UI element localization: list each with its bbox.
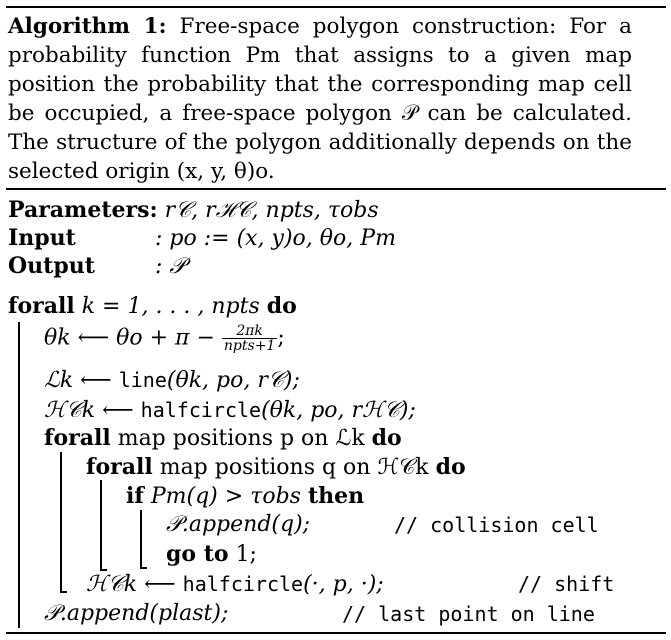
shift-line: [86, 570, 384, 599]
halfcircle-function: halfcircle: [140, 398, 262, 422]
block-hook-if: [140, 567, 147, 569]
goto-keyword: go to: [166, 541, 229, 567]
line-function: line: [118, 368, 167, 392]
shift-args: (·, p, ·);: [303, 572, 384, 597]
L-line: [44, 366, 300, 395]
block-bar-if: [140, 510, 142, 568]
L-lhs: ℒk ⟵: [44, 368, 112, 393]
forall-q-text: map positions q on ℋ𝒞k: [159, 455, 429, 480]
forall-k-header: k = 1, . . . , npts: [81, 294, 260, 319]
forall-q-keyword: forall: [86, 454, 153, 480]
algorithm-label: Algorithm 1:: [8, 14, 167, 39]
algorithm-caption-text: Free-space polygon construction: For a probability function Pm that assigns to a given map position the probability that the corresponding map cell be occupied, a free-space polygon 𝒫 can be calculated. The structure of the polygon additionally depends on the selected origin (x, y, θ)o.: [8, 14, 632, 184]
block-hook-forall-q: [100, 569, 107, 571]
block-bar-forall-q: [100, 480, 102, 570]
block-hook-forall-p: [60, 591, 67, 593]
goto-line: [166, 540, 257, 569]
forall-keyword: forall: [8, 293, 75, 319]
append-q: 𝒫.append(q);: [166, 512, 311, 537]
theta-assign: θk ⟵ θo + π −: [44, 325, 215, 351]
input-label: Input: [8, 225, 76, 251]
append-last-line: [44, 600, 228, 628]
append-last: 𝒫.append(plast);: [44, 601, 229, 626]
shift-function: halfcircle: [182, 572, 304, 596]
HC-lhs: ℋ𝒞k ⟵: [44, 398, 134, 423]
algorithm-caption: [8, 12, 632, 186]
output-label: Output: [8, 253, 95, 279]
comment-shift: // shift: [518, 572, 615, 596]
frac-denominator: npts+1: [223, 338, 276, 354]
bottom-rule: [6, 632, 666, 634]
forall-p-do: do: [371, 425, 402, 451]
caption-rule: [6, 188, 666, 190]
forall-p-line: [44, 424, 402, 453]
input-line: [8, 224, 396, 253]
forall-k-line: [8, 292, 297, 321]
output-line: [8, 252, 185, 281]
parameters-line: [8, 196, 379, 225]
forall-q-line: [86, 453, 466, 482]
do-keyword: do: [266, 293, 297, 319]
if-keyword: if: [126, 483, 144, 509]
if-line: [126, 482, 364, 511]
block-bar-forall-p: [60, 452, 62, 592]
comment-collision: // collision cell: [394, 513, 599, 537]
HC-line: [44, 396, 416, 425]
then-keyword: then: [307, 483, 365, 509]
parameters-label: Parameters:: [8, 197, 158, 223]
block-bar-forall-k: [18, 322, 20, 628]
goto-target: 1;: [235, 542, 257, 567]
halfcircle-args: (θk, po, rℋ𝒞);: [261, 398, 416, 423]
shift-lhs: ℋ𝒞k ⟵: [86, 572, 176, 597]
theta-line: θk ⟵ θo + π − $\frac{2\pi k}{\text{npts+1}}$ ;: [44, 323, 285, 354]
comment-last: // last point on line: [342, 602, 595, 626]
frac-numerator: 2πk: [222, 324, 277, 339]
input-value: : po := (x, y)o, θo, Pm: [155, 226, 396, 251]
append-q-line: [166, 511, 310, 539]
line-args: (θk, po, r𝒞);: [166, 368, 300, 393]
parameters-value: r𝒞, rℋ𝒞, npts, τobs: [164, 198, 379, 223]
if-condition: Pm(q) > τobs: [150, 484, 301, 509]
forall-p-text: map positions p on ℒk: [117, 426, 365, 451]
top-rule: [6, 6, 666, 8]
output-value: : 𝒫: [155, 254, 186, 279]
theta-fraction: [222, 324, 277, 353]
forall-p-keyword: forall: [44, 425, 111, 451]
forall-q-do: do: [435, 454, 466, 480]
